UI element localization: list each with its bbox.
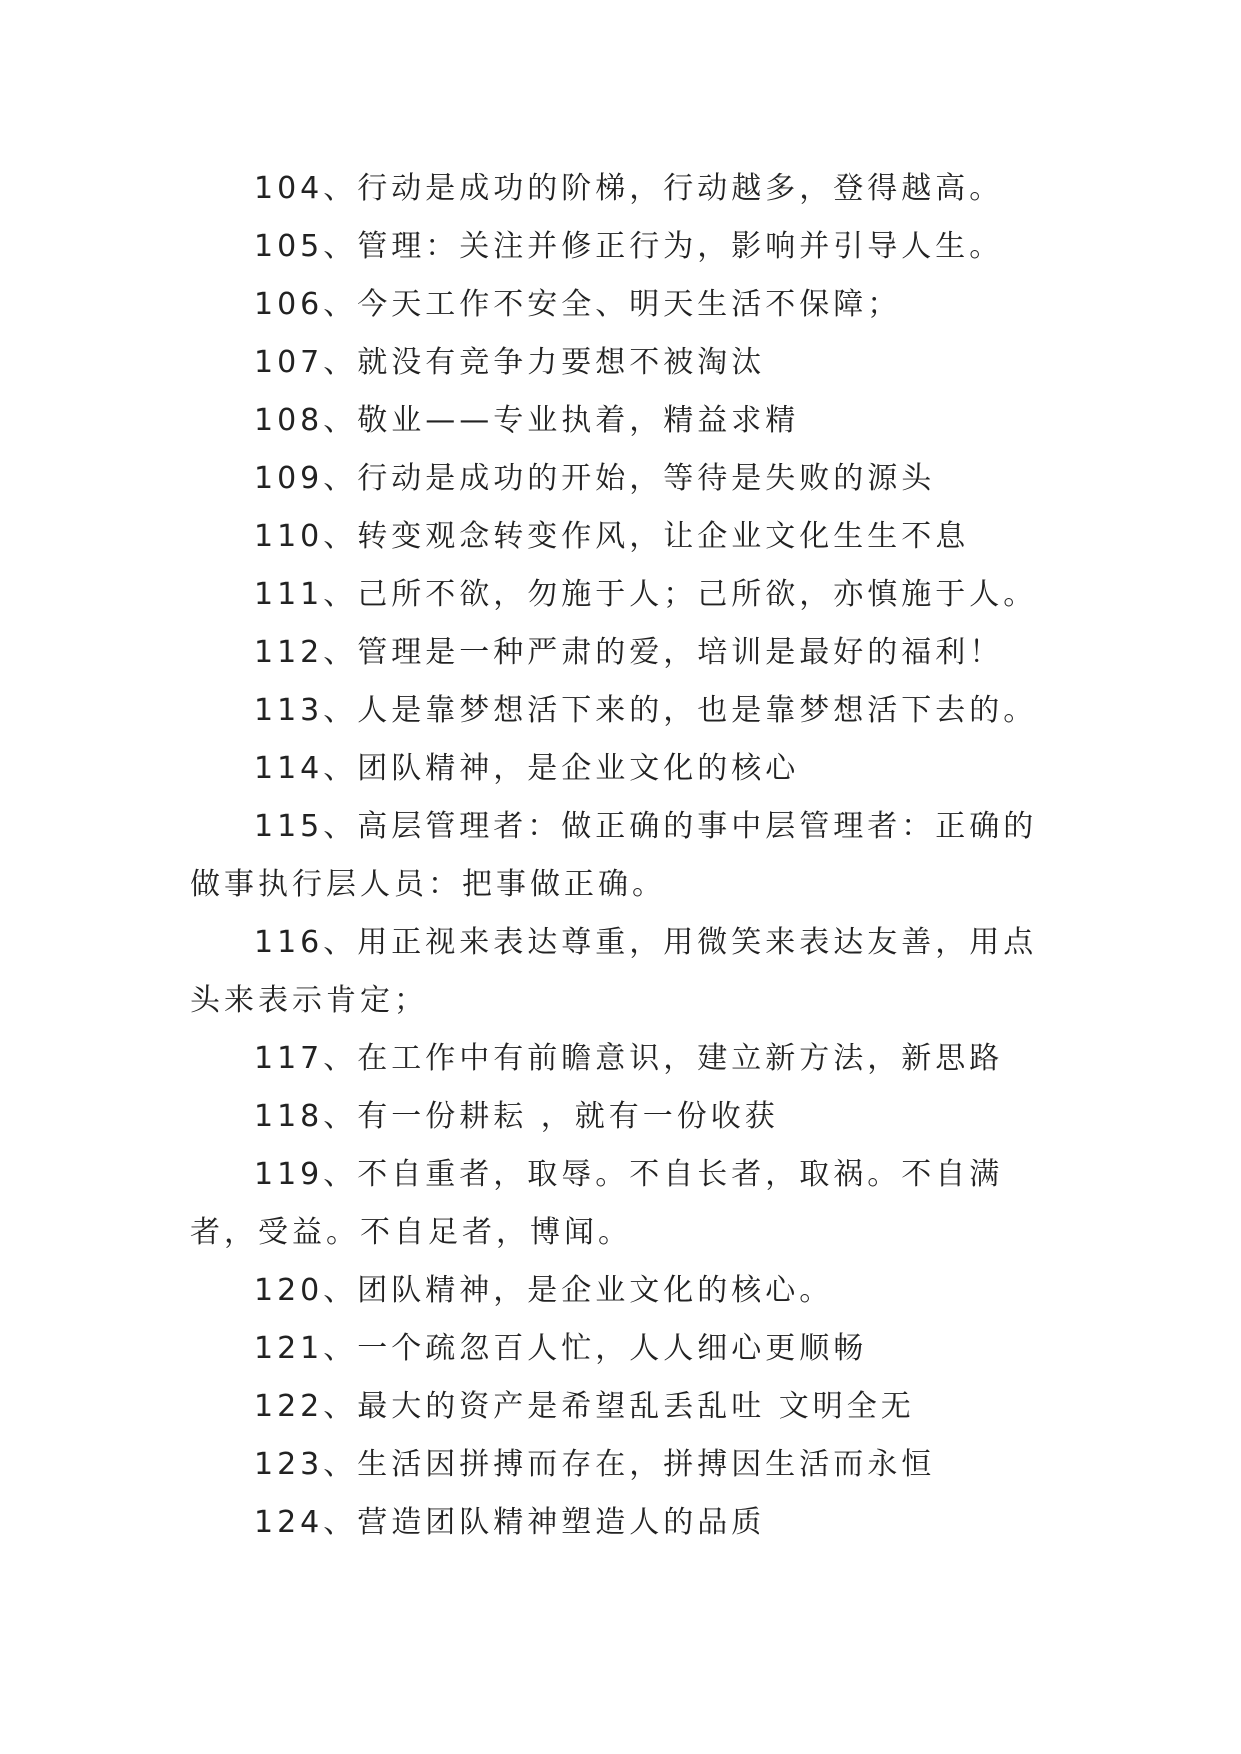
quote-106: 106、今天工作不安全、明天生活不保障； bbox=[254, 287, 902, 322]
quote-122: 122、最大的资产是希望乱丢乱吐 文明全无 bbox=[254, 1389, 915, 1424]
quote-120: 120、团队精神，是企业文化的核心。 bbox=[254, 1273, 834, 1308]
quote-117: 117、在工作中有前瞻意识，建立新方法，新思路 bbox=[254, 1041, 1004, 1076]
quote-108: 108、敬业——专业执着，精益求精 bbox=[254, 403, 800, 438]
quote-109: 109、行动是成功的开始，等待是失败的源头 bbox=[254, 461, 936, 496]
quote-124: 124、营造团队精神塑造人的品质 bbox=[254, 1505, 766, 1540]
quote-113: 113、人是靠梦想活下来的，也是靠梦想活下去的。 bbox=[254, 693, 1038, 728]
quote-119: 119、不自重者，取辱。不自长者，取祸。不自满者，受益。不自足者，博闻。 bbox=[190, 1157, 1004, 1250]
quote-110: 110、转变观念转变作风，让企业文化生生不息 bbox=[254, 519, 970, 554]
quote-107: 107、就没有竞争力要想不被淘汰 bbox=[254, 345, 766, 380]
quote-112: 112、管理是一种严肃的爱，培训是最好的福利！ bbox=[254, 635, 1004, 670]
quote-118: 118、有一份耕耘 ，就有一份收获 bbox=[254, 1099, 779, 1134]
quote-123: 123、生活因拼搏而存在，拼搏因生活而永恒 bbox=[254, 1447, 936, 1482]
quote-116: 116、用正视来表达尊重，用微笑来表达友善，用点头来表示肯定； bbox=[190, 925, 1038, 1018]
quote-111: 111、己所不欲，勿施于人；己所欲，亦慎施于人。 bbox=[254, 577, 1038, 612]
quote-105: 105、管理：关注并修正行为，影响并引导人生。 bbox=[254, 229, 1004, 264]
quote-104: 104、行动是成功的阶梯，行动越多，登得越高。 bbox=[254, 171, 1004, 206]
quote-115: 115、高层管理者：做正确的事中层管理者：正确的做事执行层人员：把事做正确。 bbox=[190, 809, 1038, 902]
quote-114: 114、团队精神，是企业文化的核心 bbox=[254, 751, 800, 786]
quote-121: 121、一个疏忽百人忙，人人细心更顺畅 bbox=[254, 1331, 868, 1366]
document-body bbox=[190, 160, 1060, 1552]
